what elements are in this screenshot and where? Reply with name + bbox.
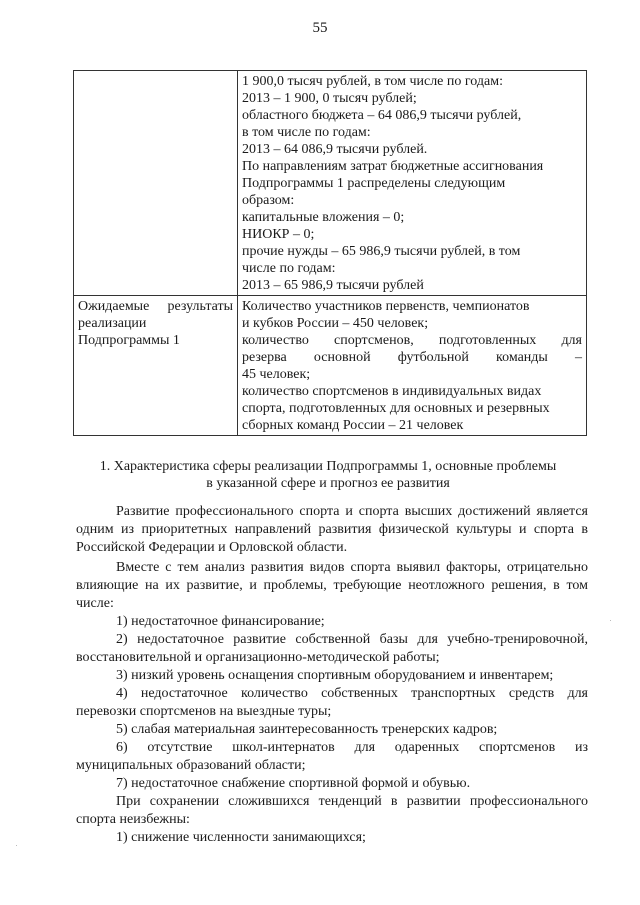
funding-line: 2013 – 1 900, 0 тысяч рублей; (242, 91, 417, 106)
list-item: 5) слабая материальная заинтересованность тренерских кадров; (116, 722, 498, 737)
list-item: 2) недостаточное развитие собственной базы для учебно-тренировочной, восстановительной и организационно-методической работы; (76, 632, 588, 665)
results-line: спорта, подготовленных для основных и резервных (242, 401, 550, 416)
results-line: резерва основной футбольной команды – (242, 350, 582, 365)
funding-line: в том числе по годам: (242, 125, 371, 140)
table-cell-results (238, 296, 587, 436)
list-item: 6) отсутствие школ-интернатов для одаренных спортсменов из муниципальных образований области; (76, 740, 588, 773)
table-row (74, 71, 587, 296)
results-line: количество спортсменов в индивидуальных видах (242, 384, 542, 399)
funding-line: капитальные вложения – 0; (242, 210, 405, 225)
funding-line: По направлениям затрат бюджетные ассигнования (242, 159, 544, 174)
section-heading (78, 458, 578, 492)
funding-line: прочие нужды – 65 986,9 тысячи рублей, в том (242, 244, 521, 259)
section-heading-line: в указанной сфере и прогноз ее развития (206, 476, 450, 491)
results-line: 45 человек; (242, 367, 311, 382)
section-heading-line: 1. Характеристика сферы реализации Подпрограммы 1, основные проблемы (99, 459, 557, 474)
funding-line: областного бюджета – 64 086,9 тысячи рублей, (242, 108, 522, 123)
table-cell-empty (74, 71, 238, 296)
funding-line: 2013 – 65 986,9 тысячи рублей (242, 278, 424, 293)
list-item: 4) недостаточное количество собственных транспортных средств для перевозки спортсменов на выездные туры; (76, 686, 588, 719)
list-item: 7) недостаточное снабжение спортивной формой и обувью. (116, 776, 471, 791)
table-cell-funding (238, 71, 587, 296)
body-text (76, 503, 588, 847)
results-line: сборных команд России – 21 человек (242, 418, 464, 433)
scan-speck (16, 845, 17, 846)
paragraph: При сохранении сложившихся тенденций в развитии профессионального спорта неизбежны: (76, 794, 588, 827)
funding-line: 1 900,0 тысяч рублей, в том числе по годам: (242, 74, 503, 89)
table-cell-label (74, 296, 238, 436)
results-line: Количество участников первенств, чемпионатов (242, 299, 530, 314)
list-item: 3) низкий уровень оснащения спортивным оборудованием и инвентарем; (116, 668, 554, 683)
funding-line: образом: (242, 193, 295, 208)
list-item: 1) снижение численности занимающихся; (116, 830, 366, 845)
funding-line: 2013 – 64 086,9 тысячи рублей. (242, 142, 428, 157)
paragraph: Развитие профессионального спорта и спорта высших достижений является одним из приоритетных направлений развития физической культуры и спорта в Российской Федерации и Орловской области. (76, 504, 588, 555)
list-item: 1) недостаточное финансирование; (116, 614, 325, 629)
funding-line: числе по годам: (242, 261, 336, 276)
scan-speck (610, 620, 611, 621)
label-line: Подпрограммы 1 (78, 333, 180, 348)
paragraph: Вместе с тем анализ развития видов спорта выявил факторы, отрицательно влияющие на их развитие, и проблемы, требующие неотложного решения, в том числе: (76, 560, 588, 611)
program-passport-table (73, 70, 587, 436)
label-line: реализации (78, 316, 147, 331)
funding-line: НИОКР – 0; (242, 227, 315, 242)
results-line: количество спортсменов, подготовленных для (242, 333, 582, 348)
funding-line: Подпрограммы 1 распределены следующим (242, 176, 506, 191)
page-number: 55 (312, 20, 328, 36)
label-line: Ожидаемые результаты (78, 299, 233, 314)
table-row (74, 296, 587, 436)
results-line: и кубков России – 450 человек; (242, 316, 429, 331)
